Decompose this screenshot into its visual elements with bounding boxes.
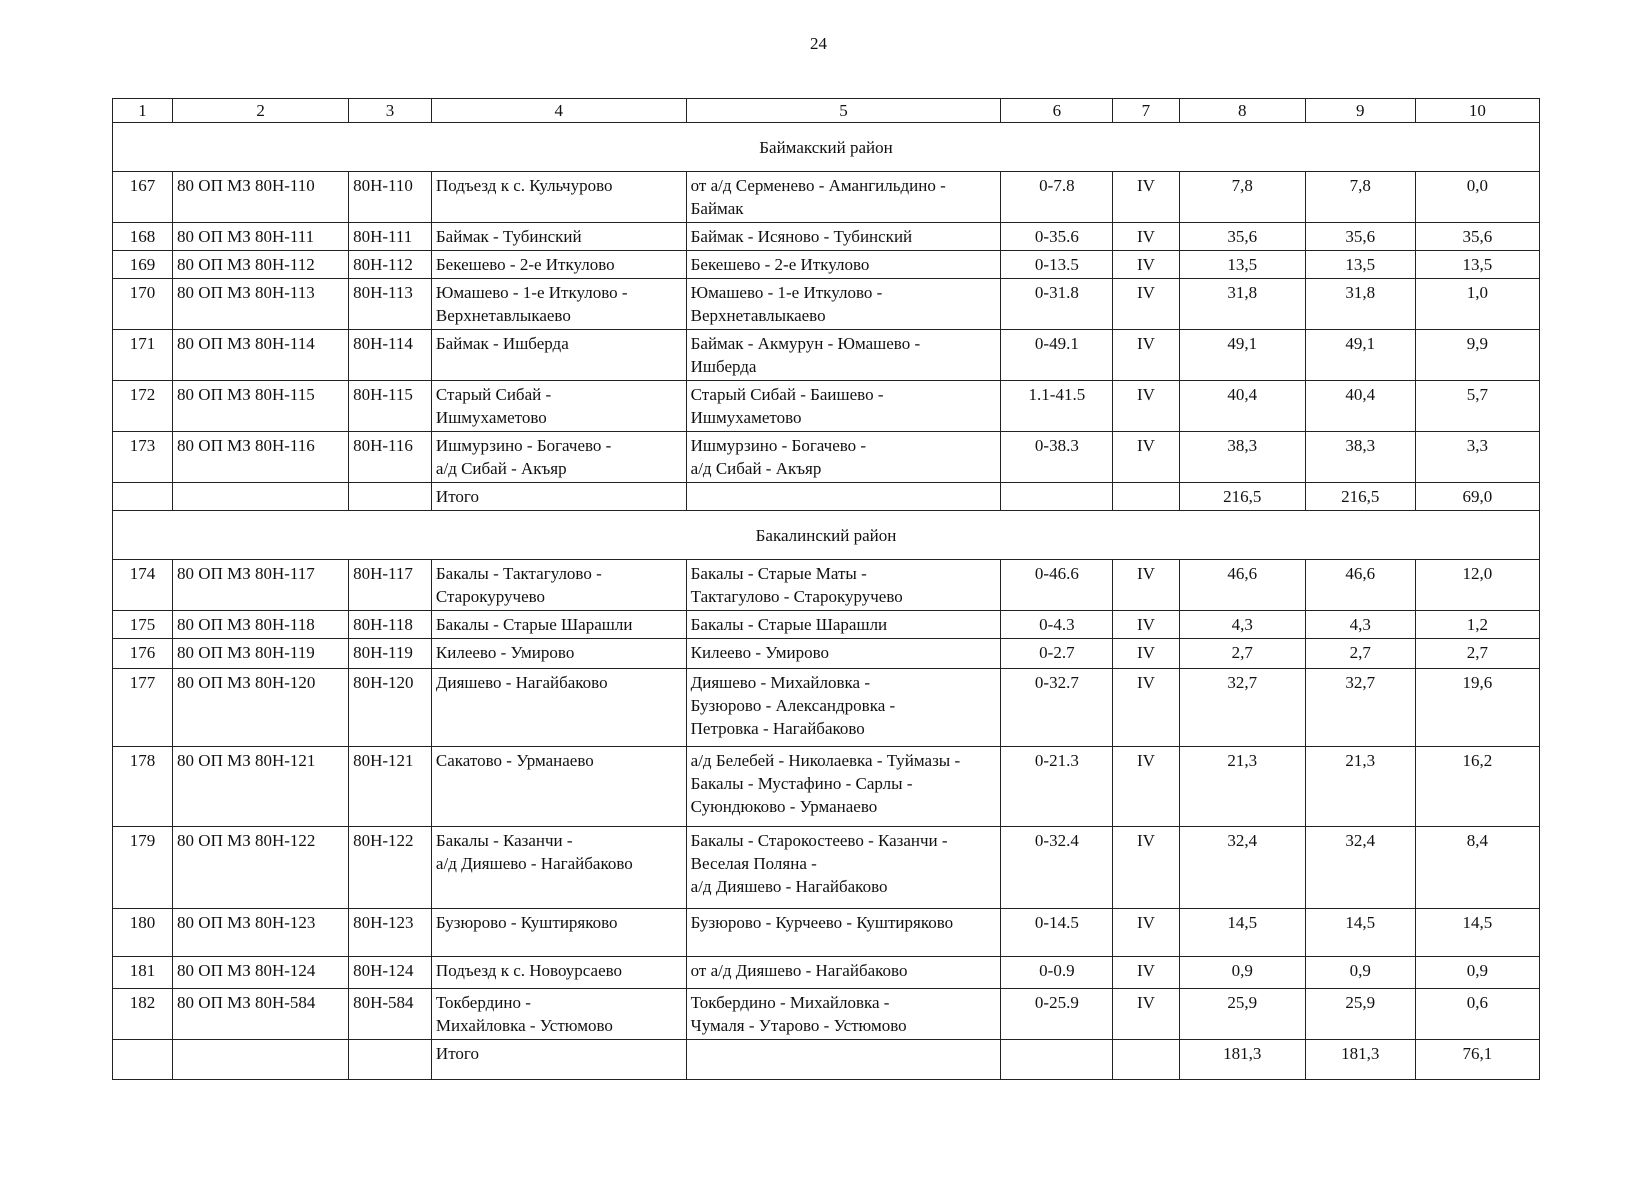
road-name-cell: Бекешево - 2-е Иткулово	[431, 251, 686, 279]
road-id-cell: 80 ОП МЗ 80Н-122	[173, 827, 349, 909]
road-km-range-cell: 0-31.8	[1001, 279, 1113, 330]
table-row	[113, 827, 1540, 909]
road-length-regional-cell: 32,7	[1305, 669, 1415, 747]
road-name-cell: Подъезд к с. Новоурсаево	[431, 957, 686, 989]
road-length-paved-cell: 35,6	[1415, 223, 1539, 251]
road-length-paved-cell: 19,6	[1415, 669, 1539, 747]
road-category-cell: IV	[1113, 611, 1179, 639]
road-category-cell: IV	[1113, 381, 1179, 432]
road-length-cell: 7,8	[1179, 172, 1305, 223]
road-code-cell: 80Н-115	[349, 381, 432, 432]
road-code-cell: 80Н-118	[349, 611, 432, 639]
road-name-cell: Старый Сибай - Ишмухаметово	[431, 381, 686, 432]
column-number-row	[113, 99, 1540, 123]
district-name: Бакалинский район	[113, 511, 1540, 560]
road-route-cell: Дияшево - Михайловка - Бузюрово - Александровка - Петровка - Нагайбаково	[686, 669, 1001, 747]
road-id-cell: 80 ОП МЗ 80Н-114	[173, 330, 349, 381]
road-number-cell: 178	[113, 747, 173, 827]
road-length-paved-cell: 3,3	[1415, 432, 1539, 483]
road-id-cell: 80 ОП МЗ 80Н-121	[173, 747, 349, 827]
table-row	[113, 251, 1540, 279]
road-length-cell: 21,3	[1179, 747, 1305, 827]
road-code-cell: 80Н-110	[349, 172, 432, 223]
total-length-paved-cell: 69,0	[1415, 483, 1539, 511]
road-length-cell: 0,9	[1179, 957, 1305, 989]
road-code-cell: 80Н-111	[349, 223, 432, 251]
road-km-range-cell: 0-32.7	[1001, 669, 1113, 747]
total-label: Итого	[431, 483, 686, 511]
total-empty-cell	[1001, 1040, 1113, 1080]
road-length-regional-cell: 32,4	[1305, 827, 1415, 909]
road-km-range-cell: 1.1-41.5	[1001, 381, 1113, 432]
road-number-cell: 174	[113, 560, 173, 611]
road-length-paved-cell: 5,7	[1415, 381, 1539, 432]
road-number-cell: 172	[113, 381, 173, 432]
road-name-cell: Токбердино - Михайловка - Устюмово	[431, 989, 686, 1040]
road-number-cell: 170	[113, 279, 173, 330]
total-empty-cell	[1113, 1040, 1179, 1080]
road-length-cell: 4,3	[1179, 611, 1305, 639]
road-number-cell: 168	[113, 223, 173, 251]
total-empty-cell	[113, 483, 173, 511]
road-number-cell: 182	[113, 989, 173, 1040]
col-header-6: 6	[1001, 99, 1113, 123]
road-name-cell: Сакатово - Урманаево	[431, 747, 686, 827]
road-route-cell: Бекешево - 2-е Иткулово	[686, 251, 1001, 279]
col-header-8: 8	[1179, 99, 1305, 123]
road-route-cell: Юмашево - 1-е Иткулово - Верхнетавлыкаево	[686, 279, 1001, 330]
total-row	[113, 483, 1540, 511]
total-empty-cell	[1113, 483, 1179, 511]
road-category-cell: IV	[1113, 909, 1179, 957]
road-category-cell: IV	[1113, 251, 1179, 279]
total-empty-cell	[173, 483, 349, 511]
total-length-cell: 181,3	[1179, 1040, 1305, 1080]
road-category-cell: IV	[1113, 432, 1179, 483]
road-code-cell: 80Н-123	[349, 909, 432, 957]
road-length-regional-cell: 21,3	[1305, 747, 1415, 827]
road-number-cell: 171	[113, 330, 173, 381]
road-id-cell: 80 ОП МЗ 80Н-584	[173, 989, 349, 1040]
road-length-cell: 31,8	[1179, 279, 1305, 330]
road-length-paved-cell: 1,2	[1415, 611, 1539, 639]
road-id-cell: 80 ОП МЗ 80Н-115	[173, 381, 349, 432]
road-id-cell: 80 ОП МЗ 80Н-110	[173, 172, 349, 223]
table-row	[113, 669, 1540, 747]
table-row	[113, 223, 1540, 251]
road-km-range-cell: 0-2.7	[1001, 639, 1113, 669]
road-km-range-cell: 0-4.3	[1001, 611, 1113, 639]
road-category-cell: IV	[1113, 223, 1179, 251]
road-length-cell: 25,9	[1179, 989, 1305, 1040]
road-km-range-cell: 0-0.9	[1001, 957, 1113, 989]
road-number-cell: 173	[113, 432, 173, 483]
page-number: 24	[810, 34, 827, 53]
road-length-regional-cell: 35,6	[1305, 223, 1415, 251]
road-km-range-cell: 0-14.5	[1001, 909, 1113, 957]
road-length-cell: 32,7	[1179, 669, 1305, 747]
road-number-cell: 181	[113, 957, 173, 989]
road-name-cell: Баймак - Ишберда	[431, 330, 686, 381]
road-length-paved-cell: 14,5	[1415, 909, 1539, 957]
col-header-1: 1	[113, 99, 173, 123]
road-code-cell: 80Н-119	[349, 639, 432, 669]
road-category-cell: IV	[1113, 957, 1179, 989]
road-length-paved-cell: 0,6	[1415, 989, 1539, 1040]
road-length-cell: 2,7	[1179, 639, 1305, 669]
total-length-regional-cell: 216,5	[1305, 483, 1415, 511]
road-length-cell: 14,5	[1179, 909, 1305, 957]
road-route-cell: Бузюрово - Курчеево - Куштиряково	[686, 909, 1001, 957]
road-id-cell: 80 ОП МЗ 80Н-119	[173, 639, 349, 669]
roads-table	[112, 98, 1540, 1080]
total-row	[113, 1040, 1540, 1080]
road-id-cell: 80 ОП МЗ 80Н-111	[173, 223, 349, 251]
road-code-cell: 80Н-117	[349, 560, 432, 611]
total-empty-cell	[1001, 483, 1113, 511]
table-row	[113, 957, 1540, 989]
road-category-cell: IV	[1113, 639, 1179, 669]
table-row	[113, 279, 1540, 330]
total-empty-cell	[349, 1040, 432, 1080]
district-name: Баймакский район	[113, 123, 1540, 172]
col-header-3: 3	[349, 99, 432, 123]
road-name-cell: Подъезд к с. Кульчурово	[431, 172, 686, 223]
district-row	[113, 123, 1540, 172]
road-length-cell: 46,6	[1179, 560, 1305, 611]
road-km-range-cell: 0-32.4	[1001, 827, 1113, 909]
road-code-cell: 80Н-584	[349, 989, 432, 1040]
road-code-cell: 80Н-114	[349, 330, 432, 381]
roads-table-wrapper	[112, 98, 1540, 1080]
road-length-regional-cell: 2,7	[1305, 639, 1415, 669]
road-code-cell: 80Н-113	[349, 279, 432, 330]
road-length-paved-cell: 0,9	[1415, 957, 1539, 989]
road-number-cell: 176	[113, 639, 173, 669]
road-code-cell: 80Н-122	[349, 827, 432, 909]
road-name-cell: Бакалы - Казанчи - а/д Дияшево - Нагайбаково	[431, 827, 686, 909]
road-route-cell: Токбердино - Михайловка - Чумаля - Утарово - Устюмово	[686, 989, 1001, 1040]
road-category-cell: IV	[1113, 330, 1179, 381]
road-number-cell: 167	[113, 172, 173, 223]
road-category-cell: IV	[1113, 827, 1179, 909]
total-empty-cell	[113, 1040, 173, 1080]
road-length-regional-cell: 31,8	[1305, 279, 1415, 330]
total-length-regional-cell: 181,3	[1305, 1040, 1415, 1080]
road-route-cell: Бакалы - Старые Шарашли	[686, 611, 1001, 639]
road-km-range-cell: 0-13.5	[1001, 251, 1113, 279]
road-km-range-cell: 0-25.9	[1001, 989, 1113, 1040]
road-length-paved-cell: 16,2	[1415, 747, 1539, 827]
table-row	[113, 611, 1540, 639]
road-length-regional-cell: 40,4	[1305, 381, 1415, 432]
table-row	[113, 330, 1540, 381]
road-length-regional-cell: 4,3	[1305, 611, 1415, 639]
road-name-cell: Баймак - Тубинский	[431, 223, 686, 251]
road-id-cell: 80 ОП МЗ 80Н-112	[173, 251, 349, 279]
col-header-2: 2	[173, 99, 349, 123]
road-category-cell: IV	[1113, 172, 1179, 223]
road-number-cell: 175	[113, 611, 173, 639]
road-length-paved-cell: 2,7	[1415, 639, 1539, 669]
road-number-cell: 177	[113, 669, 173, 747]
road-route-cell: а/д Белебей - Николаевка - Туймазы - Бакалы - Мустафино - Сарлы - Суюндюково - Урманаево	[686, 747, 1001, 827]
road-length-regional-cell: 13,5	[1305, 251, 1415, 279]
road-route-cell: Старый Сибай - Баишево - Ишмухаметово	[686, 381, 1001, 432]
road-length-regional-cell: 46,6	[1305, 560, 1415, 611]
road-code-cell: 80Н-112	[349, 251, 432, 279]
road-route-cell: Баймак - Исяново - Тубинский	[686, 223, 1001, 251]
road-id-cell: 80 ОП МЗ 80Н-124	[173, 957, 349, 989]
road-length-cell: 38,3	[1179, 432, 1305, 483]
total-length-paved-cell: 76,1	[1415, 1040, 1539, 1080]
road-route-cell: Ишмурзино - Богачево - а/д Сибай - Акъяр	[686, 432, 1001, 483]
road-length-paved-cell: 13,5	[1415, 251, 1539, 279]
road-number-cell: 169	[113, 251, 173, 279]
road-length-regional-cell: 7,8	[1305, 172, 1415, 223]
road-id-cell: 80 ОП МЗ 80Н-116	[173, 432, 349, 483]
col-header-10: 10	[1415, 99, 1539, 123]
road-code-cell: 80Н-120	[349, 669, 432, 747]
road-length-regional-cell: 14,5	[1305, 909, 1415, 957]
road-id-cell: 80 ОП МЗ 80Н-120	[173, 669, 349, 747]
total-empty-cell	[686, 483, 1001, 511]
road-route-cell: Бакалы - Старокостеево - Казанчи - Веселая Поляна - а/д Дияшево - Нагайбаково	[686, 827, 1001, 909]
col-header-4: 4	[431, 99, 686, 123]
road-km-range-cell: 0-38.3	[1001, 432, 1113, 483]
table-row	[113, 989, 1540, 1040]
table-row	[113, 381, 1540, 432]
road-km-range-cell: 0-49.1	[1001, 330, 1113, 381]
road-category-cell: IV	[1113, 989, 1179, 1040]
road-length-regional-cell: 0,9	[1305, 957, 1415, 989]
road-name-cell: Бузюрово - Куштиряково	[431, 909, 686, 957]
table-row	[113, 747, 1540, 827]
road-id-cell: 80 ОП МЗ 80Н-113	[173, 279, 349, 330]
road-length-regional-cell: 38,3	[1305, 432, 1415, 483]
road-length-regional-cell: 49,1	[1305, 330, 1415, 381]
road-length-paved-cell: 9,9	[1415, 330, 1539, 381]
road-route-cell: Баймак - Акмурун - Юмашево - Ишберда	[686, 330, 1001, 381]
road-category-cell: IV	[1113, 669, 1179, 747]
road-id-cell: 80 ОП МЗ 80Н-118	[173, 611, 349, 639]
col-header-7: 7	[1113, 99, 1179, 123]
total-label: Итого	[431, 1040, 686, 1080]
road-length-paved-cell: 8,4	[1415, 827, 1539, 909]
road-length-cell: 13,5	[1179, 251, 1305, 279]
road-length-cell: 40,4	[1179, 381, 1305, 432]
road-km-range-cell: 0-21.3	[1001, 747, 1113, 827]
total-length-cell: 216,5	[1179, 483, 1305, 511]
road-km-range-cell: 0-7.8	[1001, 172, 1113, 223]
road-category-cell: IV	[1113, 747, 1179, 827]
table-row	[113, 172, 1540, 223]
table-row	[113, 639, 1540, 669]
road-length-cell: 49,1	[1179, 330, 1305, 381]
road-category-cell: IV	[1113, 560, 1179, 611]
road-name-cell: Юмашево - 1-е Иткулово - Верхнетавлыкаево	[431, 279, 686, 330]
table-row	[113, 432, 1540, 483]
col-header-5: 5	[686, 99, 1001, 123]
road-length-cell: 35,6	[1179, 223, 1305, 251]
road-length-paved-cell: 12,0	[1415, 560, 1539, 611]
total-empty-cell	[349, 483, 432, 511]
road-length-paved-cell: 0,0	[1415, 172, 1539, 223]
road-name-cell: Бакалы - Тактагулово - Старокуручево	[431, 560, 686, 611]
road-code-cell: 80Н-124	[349, 957, 432, 989]
road-route-cell: от а/д Серменево - Амангильдино - Баймак	[686, 172, 1001, 223]
road-name-cell: Килеево - Умирово	[431, 639, 686, 669]
table-body	[113, 123, 1540, 1080]
table-row	[113, 909, 1540, 957]
road-route-cell: от а/д Дияшево - Нагайбаково	[686, 957, 1001, 989]
road-id-cell: 80 ОП МЗ 80Н-123	[173, 909, 349, 957]
road-code-cell: 80Н-121	[349, 747, 432, 827]
road-category-cell: IV	[1113, 279, 1179, 330]
road-route-cell: Килеево - Умирово	[686, 639, 1001, 669]
total-empty-cell	[686, 1040, 1001, 1080]
road-km-range-cell: 0-35.6	[1001, 223, 1113, 251]
road-name-cell: Дияшево - Нагайбаково	[431, 669, 686, 747]
road-number-cell: 180	[113, 909, 173, 957]
col-header-9: 9	[1305, 99, 1415, 123]
road-km-range-cell: 0-46.6	[1001, 560, 1113, 611]
district-row	[113, 511, 1540, 560]
road-code-cell: 80Н-116	[349, 432, 432, 483]
road-name-cell: Бакалы - Старые Шарашли	[431, 611, 686, 639]
road-length-paved-cell: 1,0	[1415, 279, 1539, 330]
total-empty-cell	[173, 1040, 349, 1080]
road-name-cell: Ишмурзино - Богачево - а/д Сибай - Акъяр	[431, 432, 686, 483]
table-row	[113, 560, 1540, 611]
road-number-cell: 179	[113, 827, 173, 909]
road-length-regional-cell: 25,9	[1305, 989, 1415, 1040]
road-length-cell: 32,4	[1179, 827, 1305, 909]
road-route-cell: Бакалы - Старые Маты - Тактагулово - Старокуручево	[686, 560, 1001, 611]
road-id-cell: 80 ОП МЗ 80Н-117	[173, 560, 349, 611]
